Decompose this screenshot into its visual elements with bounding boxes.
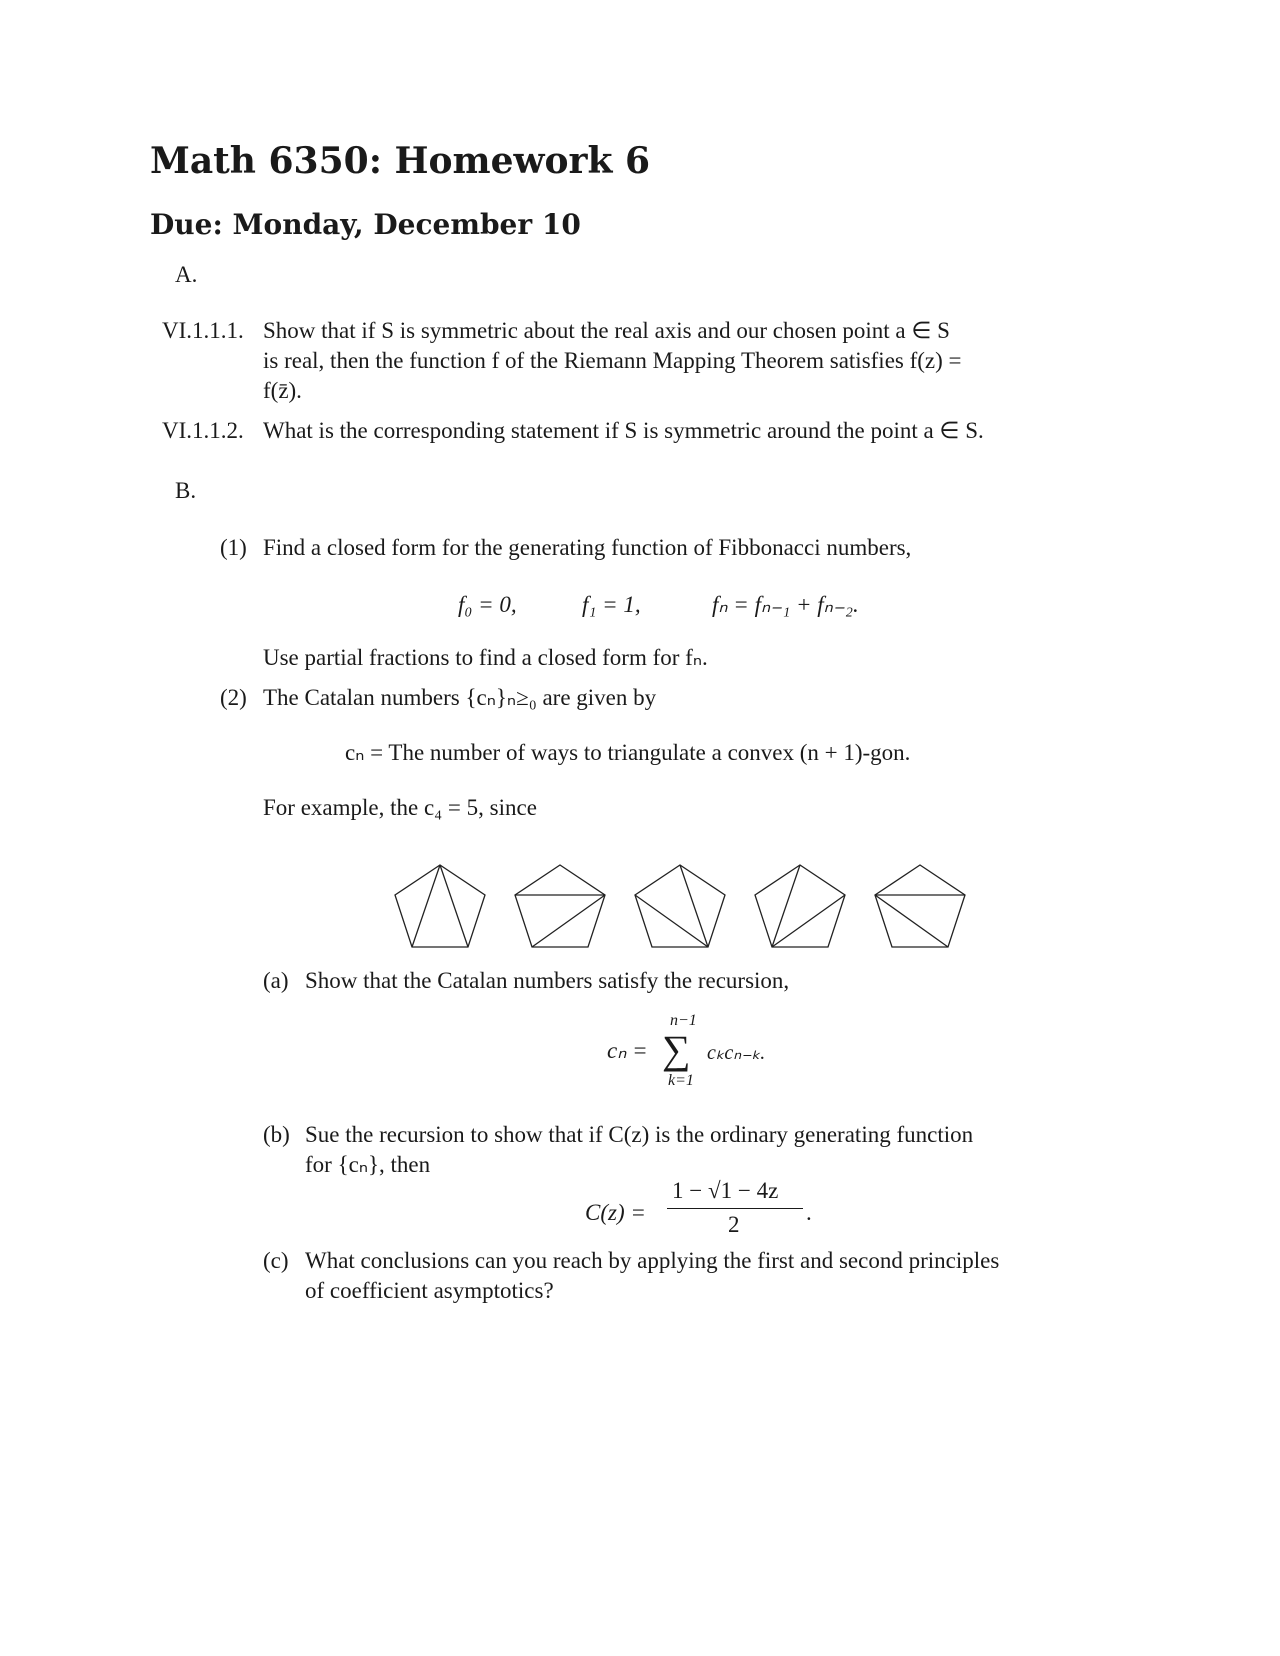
fib-eq-recursion: fₙ = fₙ₋₁ + fₙ₋₂. — [712, 592, 859, 617]
gf-lhs: C(z) = — [585, 1200, 646, 1225]
problem-text-line: is real, then the function f of the Riemann Mapping Theorem satisfies f(z) = — [263, 348, 962, 373]
fraction-bar — [667, 1208, 803, 1209]
pentagon-triangulation-2 — [515, 865, 605, 947]
problem-text-line: f(z̄). — [263, 378, 302, 403]
problem-number: VI.1.1.2. — [162, 418, 244, 443]
problem-text-line: For example, the c₄ = 5, since — [263, 795, 537, 820]
pentagon-triangulation-4 — [755, 865, 845, 947]
problem-text-line: Use partial fractions to find a closed form for fₙ. — [263, 645, 708, 670]
problem-text-line: What conclusions can you reach by applying the first and second principles — [305, 1248, 1000, 1273]
fib-eq-f1: f₁ = 1, — [582, 592, 641, 617]
problem-text-line: Show that if S is symmetric about the real axis and our chosen point a ∈ S — [263, 318, 950, 343]
pentagon-triangulation-5 — [875, 865, 965, 947]
problem-number: (2) — [220, 685, 247, 710]
section-b-label: B. — [175, 478, 197, 503]
gf-denominator: 2 — [728, 1212, 740, 1237]
problem-text-line: Find a closed form for the generating function of Fibbonacci numbers, — [263, 535, 912, 560]
catalan-definition: cₙ = The number of ways to triangulate a convex (n + 1)-gon. — [345, 740, 911, 765]
subpart-label: (a) — [263, 968, 289, 993]
problem-number: VI.1.1.1. — [162, 318, 244, 343]
sum-upper-limit: n−1 — [670, 1012, 697, 1029]
pentagon-triangulation-3 — [635, 865, 725, 947]
gf-numerator: 1 − √1 − 4z — [672, 1178, 779, 1203]
problem-number: (1) — [220, 535, 247, 560]
problem-text-line: for {cₙ}, then — [305, 1152, 431, 1177]
due-date: Due: Monday, December 10 — [150, 208, 581, 241]
problem-text-line: Show that the Catalan numbers satisfy the recursion, — [305, 968, 790, 993]
recursion-rhs: cₖcₙ₋ₖ. — [707, 1042, 766, 1064]
gf-period: . — [806, 1200, 812, 1225]
section-a-label: A. — [175, 262, 198, 287]
subpart-label: (b) — [263, 1122, 290, 1147]
summation-symbol: ∑ — [662, 1027, 691, 1072]
pentagon-triangulations-figure — [380, 855, 980, 955]
fib-eq-f0: f₀ = 0, — [458, 592, 517, 617]
problem-text-line: of coefficient asymptotics? — [305, 1278, 554, 1303]
problem-text-line: Sue the recursion to show that if C(z) is the ordinary generating function — [305, 1122, 974, 1147]
sum-lower-limit: k=1 — [668, 1072, 694, 1089]
problem-text-line: What is the corresponding statement if S is symmetric around the point a ∈ S. — [263, 418, 984, 443]
subpart-label: (c) — [263, 1248, 289, 1273]
recursion-lhs: cₙ = — [607, 1038, 648, 1063]
page-title: Math 6350: Homework 6 — [150, 140, 651, 182]
problem-text-line: The Catalan numbers {cₙ}ₙ≥₀ are given by — [263, 685, 657, 710]
pentagon-triangulation-1 — [395, 865, 485, 947]
